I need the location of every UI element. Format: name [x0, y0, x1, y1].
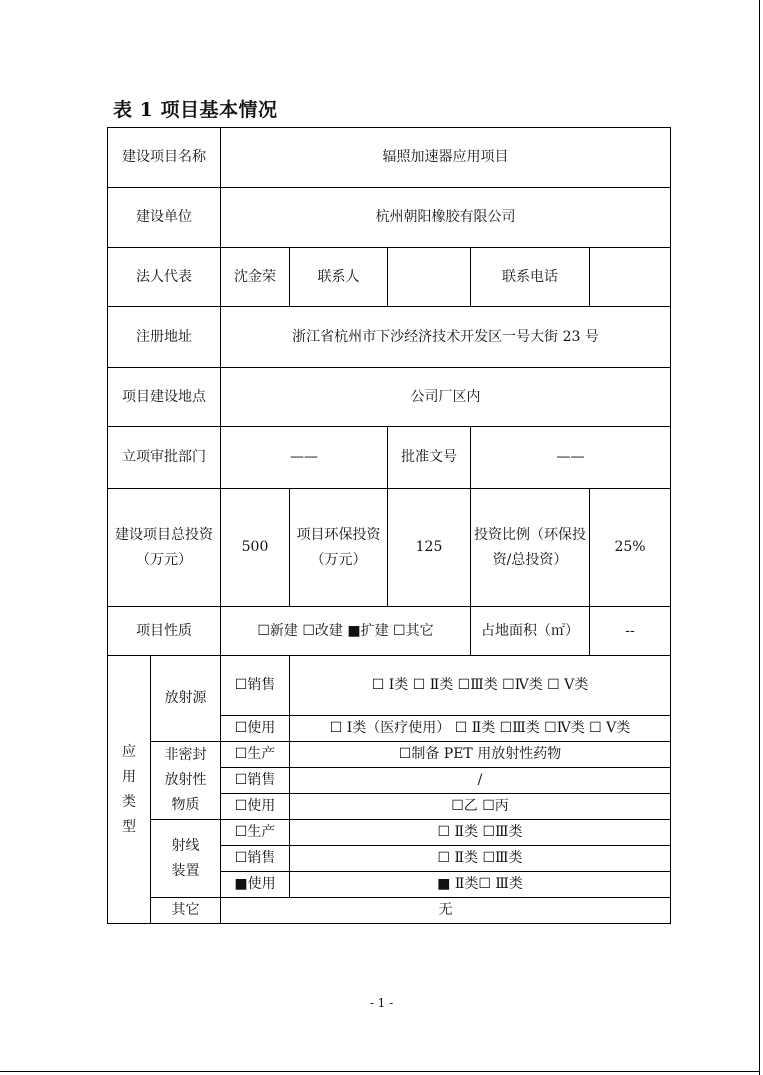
contact-label: 联系人 — [290, 248, 388, 307]
project-name-label: 建设项目名称 — [108, 128, 221, 188]
page-title: 表 1 项目基本情况 — [113, 99, 278, 121]
ray-use-options: ■ Ⅱ类☐ Ⅲ类 — [290, 872, 671, 898]
radio-source-use-checkbox: ☐使用 — [221, 716, 290, 742]
unsealed-sale-checkbox: ☐销售 — [221, 768, 290, 794]
row-construction-unit — [108, 188, 671, 248]
project-info-table — [107, 127, 671, 924]
unsealed-use-options: ☐乙 ☐丙 — [290, 794, 671, 820]
row-nature — [108, 607, 671, 656]
row-approval — [108, 427, 671, 489]
ray-use-checkbox: ■使用 — [221, 872, 290, 898]
legal-rep-label: 法人代表 — [108, 248, 221, 307]
row-ray-produce — [108, 820, 671, 846]
unsealed-sale-options: / — [290, 768, 671, 794]
project-nature-label: 项目性质 — [108, 607, 221, 656]
other-value: 无 — [221, 898, 671, 924]
ray-device-line: 射线 — [171, 837, 200, 854]
project-nature-options: ☐新建 ☐改建 ■扩建 ☐其它 — [221, 607, 471, 656]
row-site — [108, 368, 671, 427]
address-label: 注册地址 — [108, 307, 221, 368]
legal-rep-value: 沈金荣 — [221, 248, 290, 307]
project-name-value: 辐照加速器应用项目 — [221, 128, 671, 188]
ray-sale-options: ☐ Ⅱ类 ☐Ⅲ类 — [290, 846, 671, 872]
radio-source-sale-options: ☐ Ⅰ类 ☐ Ⅱ类 ☐Ⅲ类 ☐Ⅳ类 ☐ Ⅴ类 — [290, 656, 671, 716]
unsealed-material-line: 物质 — [171, 797, 200, 813]
approval-dept-label: 立项审批部门 — [108, 427, 221, 489]
total-invest-label: 建设项目总投资（万元） — [108, 489, 221, 607]
radio-source-sale-checkbox: ☐销售 — [221, 656, 290, 716]
unsealed-produce-options: ☐制备 PET 用放射性药物 — [290, 742, 671, 768]
application-type-char: 型 — [122, 818, 136, 835]
approval-dept-value: —— — [221, 427, 388, 489]
site-label: 项目建设地点 — [108, 368, 221, 427]
ray-device-label — [151, 820, 221, 898]
phone-label: 联系电话 — [471, 248, 590, 307]
row-address — [108, 307, 671, 368]
invest-ratio-label: 投资比例（环保投资/总投资） — [471, 489, 590, 607]
application-type-char: 应 — [122, 743, 136, 760]
site-value: 公司厂区内 — [221, 368, 671, 427]
construction-unit-value: 杭州朝阳橡胶有限公司 — [221, 188, 671, 248]
ray-device-line: 装置 — [171, 862, 200, 879]
total-invest-value: 500 — [221, 489, 290, 607]
ray-sale-checkbox: ☐销售 — [221, 846, 290, 872]
row-investment — [108, 489, 671, 607]
row-other — [108, 898, 671, 924]
application-type-char: 类 — [122, 793, 136, 810]
page-number: - 1 - — [369, 996, 394, 1010]
construction-unit-label: 建设单位 — [108, 188, 221, 248]
page-edge-line — [0, 1071, 760, 1072]
env-invest-value: 125 — [388, 489, 471, 607]
unsealed-material-line: 放射性 — [164, 772, 207, 788]
contact-value — [388, 248, 471, 307]
unsealed-produce-checkbox: ☐生产 — [221, 742, 290, 768]
phone-value — [590, 248, 671, 307]
unsealed-material-label — [151, 742, 221, 820]
row-radio-source-sale — [108, 656, 671, 716]
area-value: -- — [590, 607, 671, 656]
approval-no-label: 批准文号 — [388, 427, 471, 489]
unsealed-use-checkbox: ☐使用 — [221, 794, 290, 820]
address-value: 浙江省杭州市下沙经济技术开发区一号大街 23 号 — [221, 307, 671, 368]
application-type-label — [108, 656, 151, 924]
other-label: 其它 — [151, 898, 221, 924]
radio-source-use-options: ☐ Ⅰ类（医疗使用） ☐ Ⅱ类 ☐Ⅲ类 ☐Ⅳ类 ☐ Ⅴ类 — [290, 716, 671, 742]
approval-no-value: —— — [471, 427, 671, 489]
ray-produce-checkbox: ☐生产 — [221, 820, 290, 846]
row-project-name — [108, 128, 671, 188]
row-legal-rep — [108, 248, 671, 307]
radio-source-label: 放射源 — [151, 656, 221, 742]
area-label: 占地面积（㎡） — [471, 607, 590, 656]
ray-produce-options: ☐ Ⅱ类 ☐Ⅲ类 — [290, 820, 671, 846]
row-unsealed-produce — [108, 742, 671, 768]
application-type-char: 用 — [122, 768, 136, 785]
page-edge-line — [759, 0, 760, 1075]
env-invest-label: 项目环保投资（万元） — [290, 489, 388, 607]
invest-ratio-value: 25% — [590, 489, 671, 607]
unsealed-material-line: 非密封 — [164, 747, 207, 763]
